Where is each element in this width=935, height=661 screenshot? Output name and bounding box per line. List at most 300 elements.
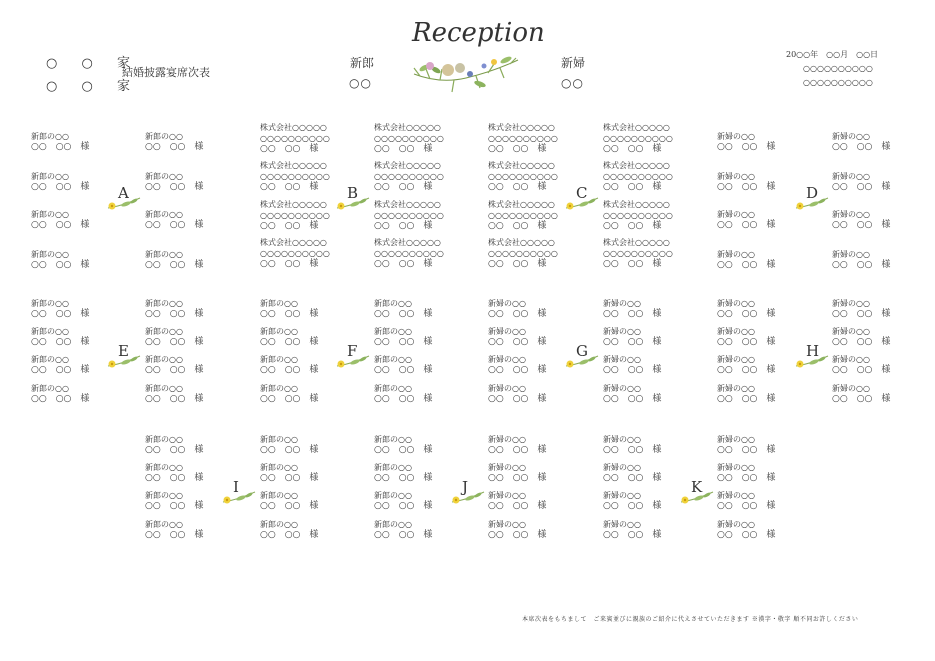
guest-slot — [717, 326, 775, 348]
guest-dept: ○○○○○○○○○○ — [374, 134, 444, 143]
guest-slot — [260, 490, 318, 512]
guest-honorific: 様 — [757, 309, 776, 319]
guest-name: ○○ ○○ — [488, 221, 529, 231]
guest-honorific: 様 — [185, 220, 204, 230]
guest-slot — [31, 171, 89, 193]
guest-company: 株式会社○○○○○ — [374, 123, 441, 132]
guest-name: ○○ ○○ — [603, 365, 644, 375]
guest-slot — [832, 249, 890, 271]
guest-honorific: 様 — [643, 144, 662, 154]
guest-honorific: 様 — [414, 182, 433, 192]
guest-slot — [603, 122, 673, 155]
guest-relation: 新郎の○○ — [260, 384, 298, 393]
guest-honorific: 様 — [872, 182, 891, 192]
guest-slot — [832, 354, 890, 376]
guest-relation: 新婦の○○ — [717, 384, 755, 393]
table-marker-c — [562, 186, 602, 214]
guest-relation: 新郎の○○ — [145, 132, 183, 141]
guest-honorific: 様 — [185, 309, 204, 319]
guest-relation: 新郎の○○ — [260, 520, 298, 529]
guest-name: ○○ ○○ — [832, 337, 873, 347]
family-name-1: ○ ○ 家 — [46, 56, 140, 71]
guest-honorific: 様 — [643, 501, 662, 511]
guest-name: ○○ ○○ — [603, 144, 644, 154]
wedding-date: 20○○年 ○○月 ○○日 — [786, 50, 879, 59]
guest-name: ○○ ○○ — [717, 142, 758, 152]
guest-name: ○○ ○○ — [31, 337, 72, 347]
guest-honorific: 様 — [528, 394, 547, 404]
guest-relation: 新婦の○○ — [603, 435, 641, 444]
guest-name: ○○ ○○ — [374, 259, 415, 269]
guest-name: ○○ ○○ — [374, 221, 415, 231]
table-marker-h — [792, 344, 832, 372]
guest-company: 株式会社○○○○○ — [488, 123, 555, 132]
guest-dept: ○○○○○○○○○○ — [260, 211, 330, 220]
guest-honorific: 様 — [643, 309, 662, 319]
guest-honorific: 様 — [757, 365, 776, 375]
reception-logo: Reception — [412, 18, 545, 48]
guest-honorific: 様 — [414, 473, 433, 483]
guest-slot — [488, 237, 558, 270]
guest-slot — [374, 519, 432, 541]
guest-honorific: 様 — [300, 182, 319, 192]
guest-dept: ○○○○○○○○○○ — [603, 249, 673, 258]
guest-name: ○○ ○○ — [488, 337, 529, 347]
guest-slot — [374, 298, 432, 320]
guest-relation: 新婦の○○ — [603, 491, 641, 500]
guest-slot — [260, 199, 330, 232]
guest-relation: 新婦の○○ — [603, 355, 641, 364]
guest-relation: 新郎の○○ — [374, 435, 412, 444]
table-letter: H — [806, 342, 820, 360]
guest-company: 株式会社○○○○○ — [374, 161, 441, 170]
guest-relation: 新郎の○○ — [374, 327, 412, 336]
guest-relation: 新婦の○○ — [603, 327, 641, 336]
guest-name: ○○ ○○ — [717, 473, 758, 483]
guest-relation: 新郎の○○ — [31, 327, 69, 336]
table-letter: G — [576, 342, 588, 360]
guest-relation: 新婦の○○ — [717, 327, 755, 336]
guest-honorific: 様 — [414, 259, 433, 269]
guest-name: ○○ ○○ — [603, 445, 644, 455]
guest-slot — [603, 434, 661, 456]
guest-relation: 新婦の○○ — [488, 299, 526, 308]
footer-note: 本席次表をもちまして ご来賓並びに親族のご紹介に代えさせていただきます ※漢字・敬字 順不同お許しください — [522, 616, 859, 623]
guest-honorific: 様 — [185, 365, 204, 375]
guest-dept: ○○○○○○○○○○ — [603, 211, 673, 220]
table-marker-e — [104, 344, 144, 372]
guest-relation: 新婦の○○ — [717, 210, 755, 219]
guest-name: ○○ ○○ — [603, 259, 644, 269]
guest-company: 株式会社○○○○○ — [260, 200, 327, 209]
guest-honorific: 様 — [414, 309, 433, 319]
guest-relation: 新郎の○○ — [145, 435, 183, 444]
guest-relation: 新郎の○○ — [374, 355, 412, 364]
guest-dept: ○○○○○○○○○○ — [260, 134, 330, 143]
guest-relation: 新婦の○○ — [832, 384, 870, 393]
guest-honorific: 様 — [185, 530, 204, 540]
guest-honorific: 様 — [528, 445, 547, 455]
guest-slot — [832, 383, 890, 405]
guest-relation: 新郎の○○ — [31, 132, 69, 141]
guest-slot — [603, 160, 673, 193]
guest-honorific: 様 — [757, 530, 776, 540]
guest-honorific: 様 — [71, 337, 90, 347]
guest-honorific: 様 — [300, 337, 319, 347]
table-letter: K — [691, 478, 703, 496]
table-letter: C — [576, 184, 588, 202]
guest-relation: 新婦の○○ — [717, 250, 755, 259]
guest-slot — [145, 171, 203, 193]
guest-name: ○○ ○○ — [260, 259, 301, 269]
guest-honorific: 様 — [528, 337, 547, 347]
guest-slot — [145, 131, 203, 153]
guest-name: ○○ ○○ — [31, 394, 72, 404]
table-letter: J — [462, 478, 469, 496]
guest-honorific: 様 — [185, 337, 204, 347]
guest-honorific: 様 — [757, 473, 776, 483]
guest-relation: 新郎の○○ — [374, 520, 412, 529]
guest-slot — [717, 490, 775, 512]
table-letter: I — [233, 478, 239, 496]
guest-honorific: 様 — [757, 445, 776, 455]
guest-relation: 新婦の○○ — [603, 384, 641, 393]
guest-slot — [603, 326, 661, 348]
guest-honorific: 様 — [528, 182, 547, 192]
guest-slot — [145, 462, 203, 484]
guest-honorific: 様 — [300, 445, 319, 455]
guest-name: ○○ ○○ — [488, 473, 529, 483]
guest-name: ○○ ○○ — [145, 445, 186, 455]
guest-slot — [260, 462, 318, 484]
guest-honorific: 様 — [528, 501, 547, 511]
guest-honorific: 様 — [872, 260, 891, 270]
guest-honorific: 様 — [643, 394, 662, 404]
table-marker-b — [333, 186, 373, 214]
guest-name: ○○ ○○ — [145, 260, 186, 270]
guest-slot — [488, 354, 546, 376]
guest-name: ○○ ○○ — [488, 259, 529, 269]
guest-slot — [717, 171, 775, 193]
guest-honorific: 様 — [414, 530, 433, 540]
guest-relation: 新郎の○○ — [260, 491, 298, 500]
guest-name: ○○ ○○ — [832, 309, 873, 319]
guest-name: ○○ ○○ — [374, 445, 415, 455]
guest-honorific: 様 — [643, 445, 662, 455]
guest-slot — [488, 383, 546, 405]
guest-name: ○○ ○○ — [260, 365, 301, 375]
guest-honorific: 様 — [528, 365, 547, 375]
guest-slot — [260, 354, 318, 376]
guest-slot — [603, 199, 673, 232]
guest-honorific: 様 — [300, 144, 319, 154]
guest-name: ○○ ○○ — [603, 309, 644, 319]
guest-relation: 新婦の○○ — [717, 491, 755, 500]
guest-slot — [717, 354, 775, 376]
guest-relation: 新郎の○○ — [374, 299, 412, 308]
guest-name: ○○ ○○ — [603, 221, 644, 231]
groom-name: ○○ — [349, 76, 372, 90]
guest-dept: ○○○○○○○○○○ — [260, 172, 330, 181]
guest-slot — [488, 199, 558, 232]
guest-company: 株式会社○○○○○ — [488, 161, 555, 170]
guest-slot — [374, 383, 432, 405]
family-name-2: ○ ○ 家 — [46, 79, 140, 94]
guest-relation: 新郎の○○ — [260, 355, 298, 364]
guest-honorific: 様 — [185, 142, 204, 152]
guest-slot — [603, 519, 661, 541]
guest-name: ○○ ○○ — [603, 337, 644, 347]
guest-dept: ○○○○○○○○○○ — [488, 211, 558, 220]
guest-slot — [832, 171, 890, 193]
guest-name: ○○ ○○ — [488, 309, 529, 319]
guest-name: ○○ ○○ — [31, 142, 72, 152]
guest-slot — [832, 298, 890, 320]
guest-company: 株式会社○○○○○ — [488, 238, 555, 247]
guest-relation: 新郎の○○ — [145, 491, 183, 500]
guest-relation: 新郎の○○ — [145, 250, 183, 259]
guest-slot — [488, 434, 546, 456]
guest-slot — [488, 122, 558, 155]
guest-relation: 新郎の○○ — [145, 384, 183, 393]
guest-name: ○○ ○○ — [31, 182, 72, 192]
guest-name: ○○ ○○ — [31, 365, 72, 375]
bride-label: 新婦 — [561, 56, 586, 70]
guest-slot — [374, 354, 432, 376]
guest-name: ○○ ○○ — [717, 309, 758, 319]
guest-relation: 新婦の○○ — [832, 299, 870, 308]
guest-name: ○○ ○○ — [488, 144, 529, 154]
guest-name: ○○ ○○ — [603, 182, 644, 192]
guest-slot — [145, 298, 203, 320]
guest-relation: 新婦の○○ — [717, 172, 755, 181]
guest-name: ○○ ○○ — [145, 220, 186, 230]
guest-name: ○○ ○○ — [260, 182, 301, 192]
guest-slot — [488, 298, 546, 320]
guest-honorific: 様 — [643, 530, 662, 540]
guest-relation: 新郎の○○ — [260, 435, 298, 444]
guest-slot — [31, 354, 89, 376]
guest-name: ○○ ○○ — [832, 142, 873, 152]
guest-dept: ○○○○○○○○○○ — [488, 172, 558, 181]
guest-slot — [488, 160, 558, 193]
guest-relation: 新郎の○○ — [31, 384, 69, 393]
guest-relation: 新郎の○○ — [374, 463, 412, 472]
guest-relation: 新婦の○○ — [717, 435, 755, 444]
guest-relation: 新郎の○○ — [260, 327, 298, 336]
table-marker-k — [677, 480, 717, 508]
guest-honorific: 様 — [300, 394, 319, 404]
guest-honorific: 様 — [414, 144, 433, 154]
guest-company: 株式会社○○○○○ — [603, 123, 670, 132]
guest-relation: 新郎の○○ — [145, 463, 183, 472]
guest-relation: 新婦の○○ — [488, 491, 526, 500]
guest-slot — [145, 434, 203, 456]
guest-slot — [488, 490, 546, 512]
guest-name: ○○ ○○ — [260, 221, 301, 231]
guest-relation: 新婦の○○ — [488, 327, 526, 336]
guest-slot — [717, 462, 775, 484]
guest-honorific: 様 — [71, 142, 90, 152]
guest-honorific: 様 — [643, 259, 662, 269]
guest-slot — [145, 326, 203, 348]
guest-honorific: 様 — [71, 260, 90, 270]
guest-name: ○○ ○○ — [603, 394, 644, 404]
guest-name: ○○ ○○ — [260, 144, 301, 154]
guest-relation: 新婦の○○ — [717, 299, 755, 308]
guest-honorific: 様 — [757, 182, 776, 192]
guest-name: ○○ ○○ — [260, 394, 301, 404]
guest-slot — [260, 298, 318, 320]
guest-slot — [260, 383, 318, 405]
guest-name: ○○ ○○ — [145, 182, 186, 192]
guest-honorific: 様 — [872, 337, 891, 347]
guest-slot — [145, 354, 203, 376]
guest-dept: ○○○○○○○○○○ — [374, 249, 444, 258]
guest-name: ○○ ○○ — [603, 530, 644, 540]
guest-relation: 新郎の○○ — [31, 250, 69, 259]
guest-honorific: 様 — [528, 530, 547, 540]
guest-name: ○○ ○○ — [717, 445, 758, 455]
guest-dept: ○○○○○○○○○○ — [374, 172, 444, 181]
guest-relation: 新婦の○○ — [488, 435, 526, 444]
guest-slot — [717, 519, 775, 541]
guest-slot — [717, 209, 775, 231]
guest-relation: 新婦の○○ — [832, 172, 870, 181]
groom-label: 新郎 — [350, 56, 375, 70]
guest-slot — [145, 249, 203, 271]
guest-company: 株式会社○○○○○ — [374, 238, 441, 247]
table-marker-a — [104, 186, 144, 214]
guest-relation: 新婦の○○ — [717, 355, 755, 364]
guest-honorific: 様 — [643, 473, 662, 483]
guest-company: 株式会社○○○○○ — [260, 161, 327, 170]
guest-relation: 新郎の○○ — [145, 355, 183, 364]
guest-name: ○○ ○○ — [374, 144, 415, 154]
guest-slot — [260, 434, 318, 456]
guest-name: ○○ ○○ — [145, 365, 186, 375]
guest-honorific: 様 — [71, 182, 90, 192]
guest-honorific: 様 — [757, 142, 776, 152]
guest-slot — [832, 209, 890, 231]
guest-dept: ○○○○○○○○○○ — [603, 134, 673, 143]
guest-honorific: 様 — [757, 337, 776, 347]
guest-slot — [145, 519, 203, 541]
guest-name: ○○ ○○ — [832, 182, 873, 192]
guest-honorific: 様 — [185, 394, 204, 404]
guest-honorific: 様 — [71, 309, 90, 319]
guest-name: ○○ ○○ — [260, 337, 301, 347]
guest-name: ○○ ○○ — [488, 445, 529, 455]
guest-name: ○○ ○○ — [603, 473, 644, 483]
guest-honorific: 様 — [643, 182, 662, 192]
guest-slot — [145, 209, 203, 231]
guest-honorific: 様 — [872, 394, 891, 404]
guest-relation: 新郎の○○ — [145, 210, 183, 219]
guest-relation: 新郎の○○ — [145, 327, 183, 336]
guest-name: ○○ ○○ — [488, 394, 529, 404]
guest-slot — [374, 326, 432, 348]
guest-honorific: 様 — [414, 365, 433, 375]
guest-honorific: 様 — [414, 501, 433, 511]
flower-icon — [219, 480, 259, 508]
guest-honorific: 様 — [528, 221, 547, 231]
guest-slot — [717, 298, 775, 320]
guest-name: ○○ ○○ — [488, 530, 529, 540]
guest-name: ○○ ○○ — [488, 182, 529, 192]
guest-name: ○○ ○○ — [260, 445, 301, 455]
guest-slot — [374, 434, 432, 456]
guest-relation: 新婦の○○ — [488, 463, 526, 472]
guest-slot — [260, 237, 330, 270]
guest-name: ○○ ○○ — [31, 309, 72, 319]
guest-honorific: 様 — [757, 394, 776, 404]
guest-name: ○○ ○○ — [31, 220, 72, 230]
guest-slot — [374, 122, 444, 155]
guest-name: ○○ ○○ — [145, 394, 186, 404]
table-letter: B — [347, 184, 359, 202]
guest-dept: ○○○○○○○○○○ — [603, 172, 673, 181]
guest-name: ○○ ○○ — [374, 501, 415, 511]
guest-name: ○○ ○○ — [717, 220, 758, 230]
guest-slot — [603, 298, 661, 320]
floral-wreath-icon — [410, 46, 522, 96]
venue-line-1: ○○○○○○○○○○ — [803, 64, 873, 73]
guest-slot — [717, 249, 775, 271]
table-letter: F — [347, 342, 358, 360]
guest-honorific: 様 — [71, 394, 90, 404]
guest-relation: 新郎の○○ — [145, 299, 183, 308]
guest-honorific: 様 — [757, 260, 776, 270]
guest-name: ○○ ○○ — [145, 530, 186, 540]
guest-relation: 新郎の○○ — [374, 491, 412, 500]
guest-name: ○○ ○○ — [145, 473, 186, 483]
guest-slot — [603, 462, 661, 484]
guest-relation: 新婦の○○ — [717, 520, 755, 529]
guest-slot — [31, 131, 89, 153]
guest-name: ○○ ○○ — [374, 394, 415, 404]
guest-slot — [374, 490, 432, 512]
table-marker-i — [219, 480, 259, 508]
guest-dept: ○○○○○○○○○○ — [488, 134, 558, 143]
guest-slot — [31, 298, 89, 320]
guest-relation: 新婦の○○ — [603, 463, 641, 472]
guest-relation: 新婦の○○ — [488, 384, 526, 393]
guest-relation: 新婦の○○ — [488, 355, 526, 364]
guest-slot — [31, 249, 89, 271]
guest-slot — [374, 462, 432, 484]
guest-honorific: 様 — [300, 259, 319, 269]
page-title: 結婚披露宴席次表 — [122, 66, 210, 79]
guest-name: ○○ ○○ — [145, 501, 186, 511]
guest-slot — [374, 237, 444, 270]
guest-slot — [145, 383, 203, 405]
guest-slot — [603, 354, 661, 376]
guest-name: ○○ ○○ — [145, 309, 186, 319]
guest-name: ○○ ○○ — [832, 394, 873, 404]
guest-honorific: 様 — [185, 445, 204, 455]
guest-honorific: 様 — [643, 221, 662, 231]
guest-slot — [31, 209, 89, 231]
guest-slot — [260, 519, 318, 541]
guest-honorific: 様 — [872, 365, 891, 375]
guest-name: ○○ ○○ — [832, 260, 873, 270]
guest-name: ○○ ○○ — [717, 394, 758, 404]
guest-dept: ○○○○○○○○○○ — [488, 249, 558, 258]
guest-company: 株式会社○○○○○ — [603, 238, 670, 247]
guest-company: 株式会社○○○○○ — [374, 200, 441, 209]
guest-slot — [488, 519, 546, 541]
